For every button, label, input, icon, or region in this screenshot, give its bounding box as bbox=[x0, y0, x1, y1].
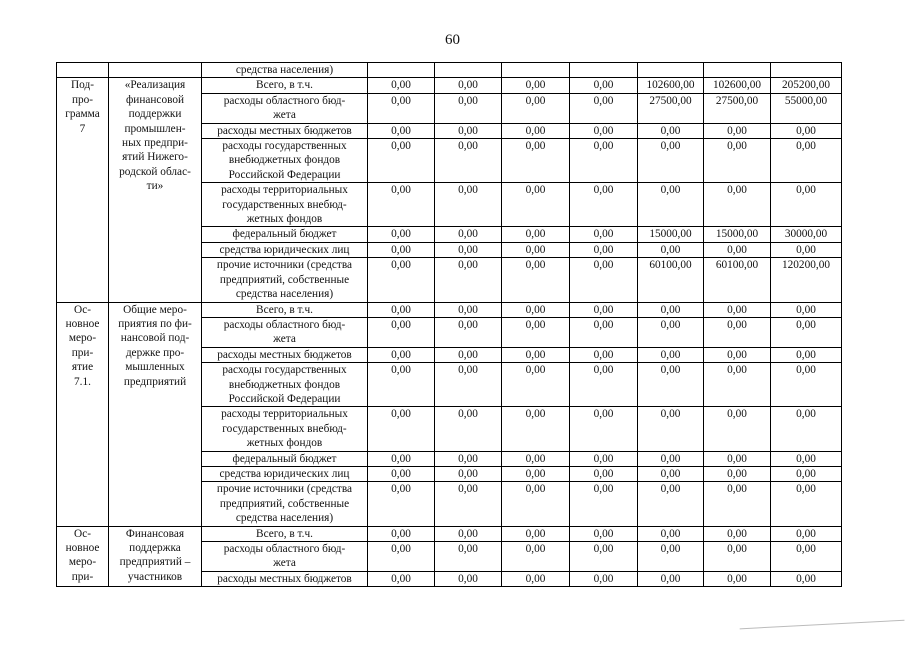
value-cell: 0,00 bbox=[704, 571, 771, 586]
value-cell: 0,00 bbox=[435, 317, 502, 347]
value-cell: 0,00 bbox=[502, 317, 570, 347]
value-cell: 0,00 bbox=[368, 123, 435, 138]
value-cell: 15000,00 bbox=[704, 227, 771, 242]
value-cell: 0,00 bbox=[704, 317, 771, 347]
value-cell: 0,00 bbox=[435, 482, 502, 526]
table-row bbox=[57, 302, 842, 317]
value-cell: 0,00 bbox=[435, 542, 502, 572]
value-cell: 0,00 bbox=[502, 363, 570, 407]
section-code-cell: Ос- новное меро- при- ятие 7.1. bbox=[57, 302, 109, 526]
value-cell: 0,00 bbox=[435, 451, 502, 466]
section-code-cell: Под- про- грамма 7 bbox=[57, 78, 109, 302]
value-cell: 0,00 bbox=[502, 93, 570, 123]
value-cell: 120200,00 bbox=[771, 258, 842, 302]
value-cell: 0,00 bbox=[771, 302, 842, 317]
value-cell: 27500,00 bbox=[638, 93, 704, 123]
value-cell: 0,00 bbox=[771, 317, 842, 347]
funding-source-cell: Всего, в т.ч. bbox=[202, 78, 368, 93]
value-cell: 0,00 bbox=[704, 302, 771, 317]
value-cell: 0,00 bbox=[368, 183, 435, 227]
value-cell: 0,00 bbox=[502, 139, 570, 183]
value-cell: 0,00 bbox=[771, 363, 842, 407]
value-cell: 0,00 bbox=[704, 347, 771, 362]
value-cell: 0,00 bbox=[570, 571, 638, 586]
value-cell: 0,00 bbox=[368, 93, 435, 123]
value-cell: 0,00 bbox=[502, 526, 570, 541]
budget-table-wrapper bbox=[56, 62, 842, 587]
value-cell: 0,00 bbox=[570, 258, 638, 302]
value-cell bbox=[570, 63, 638, 78]
value-cell: 0,00 bbox=[502, 258, 570, 302]
value-cell: 0,00 bbox=[368, 466, 435, 481]
value-cell bbox=[638, 63, 704, 78]
funding-source-cell: средства юридических лиц bbox=[202, 242, 368, 257]
value-cell: 0,00 bbox=[771, 466, 842, 481]
value-cell: 0,00 bbox=[368, 571, 435, 586]
value-cell: 0,00 bbox=[502, 78, 570, 93]
value-cell: 30000,00 bbox=[771, 227, 842, 242]
funding-source-cell: расходы областного бюд- жета bbox=[202, 542, 368, 572]
value-cell: 0,00 bbox=[435, 466, 502, 481]
value-cell: 0,00 bbox=[435, 123, 502, 138]
value-cell: 0,00 bbox=[435, 258, 502, 302]
value-cell: 0,00 bbox=[570, 227, 638, 242]
value-cell bbox=[771, 63, 842, 78]
value-cell: 0,00 bbox=[638, 123, 704, 138]
value-cell: 205200,00 bbox=[771, 78, 842, 93]
value-cell: 0,00 bbox=[570, 317, 638, 347]
value-cell: 0,00 bbox=[570, 347, 638, 362]
value-cell: 0,00 bbox=[638, 542, 704, 572]
value-cell: 0,00 bbox=[435, 227, 502, 242]
budget-table bbox=[56, 62, 842, 587]
value-cell: 0,00 bbox=[368, 302, 435, 317]
value-cell: 0,00 bbox=[638, 451, 704, 466]
value-cell: 15000,00 bbox=[638, 227, 704, 242]
value-cell: 27500,00 bbox=[704, 93, 771, 123]
value-cell: 0,00 bbox=[502, 183, 570, 227]
value-cell: 0,00 bbox=[368, 258, 435, 302]
funding-source-cell: расходы местных бюджетов bbox=[202, 123, 368, 138]
value-cell: 0,00 bbox=[704, 139, 771, 183]
value-cell: 0,00 bbox=[704, 242, 771, 257]
value-cell: 0,00 bbox=[435, 183, 502, 227]
value-cell: 0,00 bbox=[771, 526, 842, 541]
value-cell: 0,00 bbox=[435, 363, 502, 407]
scan-edge-artifact bbox=[740, 620, 905, 645]
value-cell: 0,00 bbox=[704, 363, 771, 407]
table-cell bbox=[109, 63, 202, 78]
value-cell: 0,00 bbox=[638, 347, 704, 362]
value-cell: 0,00 bbox=[570, 451, 638, 466]
value-cell: 102600,00 bbox=[704, 78, 771, 93]
value-cell: 0,00 bbox=[435, 139, 502, 183]
value-cell: 0,00 bbox=[638, 302, 704, 317]
funding-source-cell: прочие источники (средства предприятий, собственные средства населения) bbox=[202, 258, 368, 302]
page-number: 60 bbox=[445, 32, 460, 48]
value-cell: 0,00 bbox=[368, 347, 435, 362]
funding-source-cell: федеральный бюджет bbox=[202, 227, 368, 242]
value-cell: 0,00 bbox=[704, 466, 771, 481]
value-cell: 0,00 bbox=[368, 139, 435, 183]
value-cell: 0,00 bbox=[435, 571, 502, 586]
funding-source-cell: Всего, в т.ч. bbox=[202, 302, 368, 317]
value-cell bbox=[704, 63, 771, 78]
funding-source-cell: расходы областного бюд- жета bbox=[202, 317, 368, 347]
value-cell: 0,00 bbox=[638, 466, 704, 481]
value-cell: 102600,00 bbox=[638, 78, 704, 93]
funding-source-cell: расходы областного бюд- жета bbox=[202, 93, 368, 123]
value-cell: 0,00 bbox=[570, 407, 638, 451]
value-cell: 0,00 bbox=[704, 123, 771, 138]
value-cell: 0,00 bbox=[570, 78, 638, 93]
value-cell: 0,00 bbox=[435, 78, 502, 93]
funding-source-cell: федеральный бюджет bbox=[202, 451, 368, 466]
value-cell: 0,00 bbox=[502, 227, 570, 242]
value-cell: 0,00 bbox=[638, 407, 704, 451]
funding-source-cell: прочие источники (средства предприятий, собственные средства населения) bbox=[202, 482, 368, 526]
value-cell: 0,00 bbox=[435, 526, 502, 541]
value-cell: 0,00 bbox=[368, 451, 435, 466]
table-row bbox=[57, 526, 842, 541]
value-cell: 0,00 bbox=[704, 526, 771, 541]
value-cell: 0,00 bbox=[368, 78, 435, 93]
value-cell: 0,00 bbox=[368, 482, 435, 526]
value-cell: 0,00 bbox=[502, 466, 570, 481]
table-row bbox=[57, 78, 842, 93]
value-cell: 0,00 bbox=[570, 363, 638, 407]
value-cell: 0,00 bbox=[570, 466, 638, 481]
value-cell: 0,00 bbox=[368, 227, 435, 242]
value-cell: 0,00 bbox=[570, 139, 638, 183]
value-cell: 0,00 bbox=[638, 183, 704, 227]
section-name-cell: «Реализация финансовой поддержки промышлен- ных предпри- ятий Нижего- родской облас- ти» bbox=[109, 78, 202, 302]
value-cell: 0,00 bbox=[638, 571, 704, 586]
section-code-cell: Ос- новное меро- при- bbox=[57, 526, 109, 587]
value-cell: 0,00 bbox=[435, 302, 502, 317]
value-cell: 0,00 bbox=[771, 451, 842, 466]
value-cell: 0,00 bbox=[570, 542, 638, 572]
value-cell: 0,00 bbox=[502, 242, 570, 257]
value-cell: 0,00 bbox=[502, 347, 570, 362]
value-cell: 0,00 bbox=[638, 363, 704, 407]
funding-source-cell: расходы территориальных государственных внебюд- жетных фондов bbox=[202, 183, 368, 227]
value-cell: 0,00 bbox=[771, 542, 842, 572]
value-cell: 0,00 bbox=[638, 482, 704, 526]
funding-source-cell: расходы местных бюджетов bbox=[202, 571, 368, 586]
value-cell: 0,00 bbox=[368, 242, 435, 257]
funding-source-cell: расходы территориальных государственных внебюд- жетных фондов bbox=[202, 407, 368, 451]
value-cell: 0,00 bbox=[638, 139, 704, 183]
value-cell: 0,00 bbox=[771, 347, 842, 362]
funding-source-cell: расходы государственных внебюджетных фондов Российской Федерации bbox=[202, 363, 368, 407]
budget-table-body bbox=[57, 63, 842, 587]
funding-source-cell: средства юридических лиц bbox=[202, 466, 368, 481]
value-cell: 0,00 bbox=[638, 526, 704, 541]
value-cell: 0,00 bbox=[704, 482, 771, 526]
value-cell: 0,00 bbox=[570, 93, 638, 123]
value-cell: 60100,00 bbox=[638, 258, 704, 302]
value-cell: 0,00 bbox=[435, 347, 502, 362]
value-cell: 0,00 bbox=[502, 542, 570, 572]
value-cell: 0,00 bbox=[704, 451, 771, 466]
value-cell: 0,00 bbox=[435, 407, 502, 451]
value-cell: 0,00 bbox=[704, 542, 771, 572]
value-cell: 0,00 bbox=[435, 93, 502, 123]
value-cell: 0,00 bbox=[638, 242, 704, 257]
value-cell: 0,00 bbox=[502, 302, 570, 317]
value-cell: 0,00 bbox=[771, 482, 842, 526]
value-cell: 0,00 bbox=[570, 526, 638, 541]
value-cell: 0,00 bbox=[368, 317, 435, 347]
value-cell: 0,00 bbox=[368, 407, 435, 451]
section-name-cell: Финансовая поддержка предприятий – участников bbox=[109, 526, 202, 587]
value-cell: 0,00 bbox=[368, 542, 435, 572]
value-cell: 0,00 bbox=[771, 571, 842, 586]
value-cell: 0,00 bbox=[570, 302, 638, 317]
value-cell: 0,00 bbox=[771, 139, 842, 183]
value-cell: 0,00 bbox=[771, 183, 842, 227]
value-cell: 0,00 bbox=[570, 123, 638, 138]
value-cell: 0,00 bbox=[638, 317, 704, 347]
value-cell: 0,00 bbox=[771, 123, 842, 138]
value-cell: 0,00 bbox=[570, 242, 638, 257]
value-cell: 0,00 bbox=[368, 526, 435, 541]
value-cell: 0,00 bbox=[704, 407, 771, 451]
value-cell: 0,00 bbox=[502, 571, 570, 586]
value-cell: 0,00 bbox=[570, 183, 638, 227]
value-cell: 0,00 bbox=[704, 183, 771, 227]
funding-source-cell: средства населения) bbox=[202, 63, 368, 78]
value-cell bbox=[502, 63, 570, 78]
value-cell: 0,00 bbox=[570, 482, 638, 526]
funding-source-cell: расходы государственных внебюджетных фондов Российской Федерации bbox=[202, 139, 368, 183]
value-cell bbox=[368, 63, 435, 78]
value-cell: 55000,00 bbox=[771, 93, 842, 123]
value-cell: 0,00 bbox=[502, 482, 570, 526]
section-name-cell: Общие меро- приятия по фи- нансовой под- держке про- мышленных предприятий bbox=[109, 302, 202, 526]
value-cell: 60100,00 bbox=[704, 258, 771, 302]
value-cell: 0,00 bbox=[502, 123, 570, 138]
value-cell: 0,00 bbox=[771, 407, 842, 451]
funding-source-cell: расходы местных бюджетов bbox=[202, 347, 368, 362]
value-cell: 0,00 bbox=[502, 407, 570, 451]
value-cell: 0,00 bbox=[771, 242, 842, 257]
value-cell: 0,00 bbox=[435, 242, 502, 257]
table-row bbox=[57, 63, 842, 78]
value-cell: 0,00 bbox=[368, 363, 435, 407]
funding-source-cell: Всего, в т.ч. bbox=[202, 526, 368, 541]
value-cell: 0,00 bbox=[502, 451, 570, 466]
table-cell bbox=[57, 63, 109, 78]
value-cell bbox=[435, 63, 502, 78]
